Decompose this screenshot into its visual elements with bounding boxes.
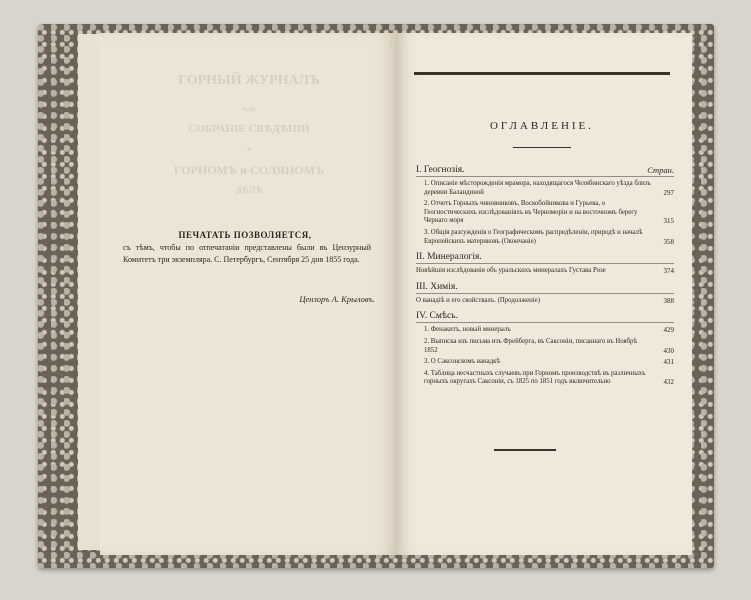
entry-text: 1. Описаніе мѣсторожденія мрамора, находящагося Челябинскаго уѣзда близъ деревни Баландиной xyxy=(424,180,651,196)
ghost-title-line-5: ГОРНОМЪ и СОЛЯНОМЪ xyxy=(173,163,325,177)
ghost-title-line-1: ГОРНЫЙ ЖУРНАЛЪ xyxy=(178,73,320,88)
toc-entry xyxy=(424,200,674,226)
entry-page: 297 xyxy=(663,188,674,197)
toc-entry xyxy=(424,229,674,246)
ghost-title-line-2: или xyxy=(243,105,255,113)
section-heading xyxy=(416,311,674,323)
censor-signature: Цензоръ А. Крыловъ. xyxy=(299,294,375,304)
toc-entry xyxy=(424,338,674,355)
toc-entry xyxy=(416,267,674,276)
ghost-title-line-6: ДѢЛѢ xyxy=(235,185,263,195)
entry-page: 429 xyxy=(663,326,674,335)
entry-text: 3. Общія разсужденія о Географическомъ распредѣленіи, природѣ и началѣ Европейскихъ материковъ (Окончаніе) xyxy=(424,228,643,245)
table-of-contents xyxy=(416,165,674,393)
toc-section xyxy=(416,311,674,387)
section-title: I. Геогнозія. xyxy=(416,165,465,175)
toc-entry xyxy=(424,358,674,367)
entry-page: 388 xyxy=(663,296,674,305)
entry-page: 431 xyxy=(663,358,674,367)
entry-text: 2. Выписка изъ письма изъ Фрейберга, въ Саксоніи, писаннаго въ Ноябрѣ 1852 xyxy=(424,337,638,354)
top-rule xyxy=(414,72,670,75)
entry-text: Новѣйшія изслѣдованія объ уральскихъ минералахъ Густава Розе xyxy=(416,267,606,275)
entry-text: 1. Фенакитъ, новый минералъ xyxy=(424,326,511,334)
entry-page: 432 xyxy=(663,378,674,387)
section-heading xyxy=(416,165,674,177)
entry-text: 2. Отчетъ Горныхъ чиновниковъ, Воскобойникова и Гурьева, о Геогностическихъ изслѣдованіяхъ въ Черноморіи и на восточномъ берегу Чернаго моря xyxy=(424,200,638,225)
ghost-title-line-4: о xyxy=(247,145,251,153)
toc-section xyxy=(416,165,674,246)
toc-entry xyxy=(424,370,674,387)
toc-section xyxy=(416,252,674,276)
section-title: IV. Смѣсь. xyxy=(416,311,458,322)
censor-text: съ тѣмъ, чтобы по отпечатаніи представлены были въ Цензурный Комитетъ три экземпляра. С. Петербургъ, Сентября 25 дня 1855 года. xyxy=(123,243,371,264)
title-rule xyxy=(513,147,571,148)
entry-text: 4. Таблица несчастныхъ случаевъ при Горномъ производствѣ въ различныхъ горныхъ округахъ Саксоніи, съ 1825 по 1851 годъ включительно xyxy=(424,369,646,386)
entry-page: 315 xyxy=(663,217,674,226)
toc-section xyxy=(416,282,674,306)
section-title: III. Химія. xyxy=(416,281,458,292)
toc-entry xyxy=(416,297,674,306)
toc-entry xyxy=(424,180,674,197)
section-title: II. Минералогія. xyxy=(416,252,482,263)
bottom-rule xyxy=(494,449,556,451)
censor-title: ПЕЧАТАТЬ ПОЗВОЛЯЕТСЯ, xyxy=(178,230,312,240)
section-heading xyxy=(416,282,674,294)
entry-page: 374 xyxy=(663,267,674,276)
toc-title: ОГЛАВЛЕНІЕ. xyxy=(489,120,595,132)
entry-page: 430 xyxy=(663,346,674,355)
section-heading xyxy=(416,252,674,264)
page-column-label: Стран. xyxy=(647,165,674,175)
entry-text: 3. О Саксонскомъ ванадкѣ xyxy=(424,358,501,366)
toc-entry xyxy=(424,326,674,335)
entry-text: О ванадіѣ и его свойствахъ. (Продолженіе) xyxy=(416,296,540,304)
entry-page: 358 xyxy=(663,237,674,246)
ghost-title-line-3: СОБРАНІЕ СВѢДѢНІЙ xyxy=(188,123,310,135)
